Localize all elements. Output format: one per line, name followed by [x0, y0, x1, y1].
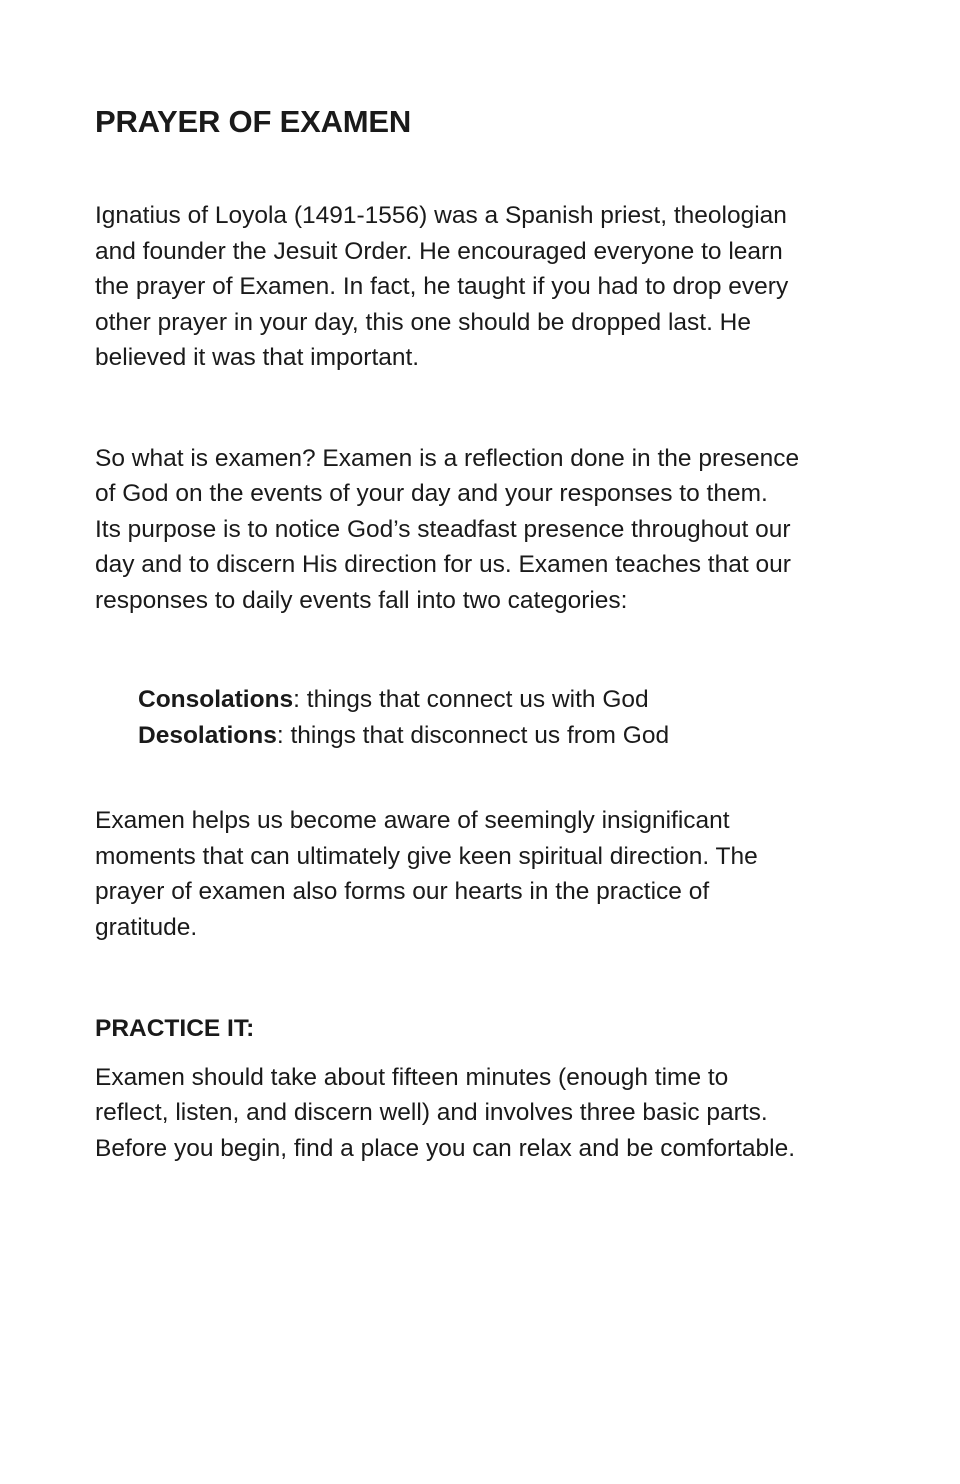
what-is-examen-paragraph: [95, 441, 885, 619]
text-line: moments that can ultimately give keen spiritual direction. The: [95, 842, 758, 870]
text-line: responses to daily events fall into two categories:: [95, 586, 628, 614]
text-line: gratitude.: [95, 913, 198, 941]
category-definition: : things that disconnect us from God: [276, 721, 670, 749]
text-line: the prayer of Examen. In fact, he taught if you had to drop every: [95, 273, 789, 300]
text-line: Ignatius of Loyola (1491-1556) was a Spanish priest, theologian: [95, 202, 787, 229]
benefits-paragraph: [95, 803, 885, 945]
page-title: PRAYER OF EXAMEN: [95, 104, 412, 139]
category-desolations: [138, 718, 885, 754]
text-line: Examen helps us become aware of seemingly insignificant: [95, 807, 730, 834]
category-term: Consolations: [138, 686, 294, 713]
text-line: other prayer in your day, this one should be dropped last. He: [95, 308, 751, 336]
text-line: and founder the Jesuit Order. He encouraged everyone to learn: [95, 237, 783, 265]
text-line: Before you begin, find a place you can relax and be comfortable.: [95, 1134, 796, 1162]
practice-paragraph: [95, 1060, 885, 1167]
text-line: Examen should take about fifteen minutes (enough time to: [95, 1063, 729, 1091]
text-line: Its purpose is to notice God’s steadfast presence throughout our: [95, 515, 791, 543]
practice-heading: PRACTICE IT:: [95, 1015, 255, 1042]
category-consolations: [138, 682, 885, 718]
text-line: prayer of examen also forms our hearts in the practice of: [95, 878, 710, 905]
intro-paragraph: [95, 198, 885, 376]
document-page: [95, 98, 885, 1166]
text-line: reflect, listen, and discern well) and involves three basic parts.: [95, 1099, 768, 1126]
category-term: Desolations: [138, 721, 277, 749]
text-line: of God on the events of your day and your responses to them.: [95, 480, 768, 507]
text-line: So what is examen? Examen is a reflection done in the presence: [95, 444, 800, 472]
text-line: day and to discern His direction for us. Examen teaches that our: [95, 551, 791, 578]
categories-list: [95, 682, 885, 753]
category-definition: : things that connect us with God: [293, 686, 649, 713]
text-line: believed it was that important.: [95, 344, 420, 371]
